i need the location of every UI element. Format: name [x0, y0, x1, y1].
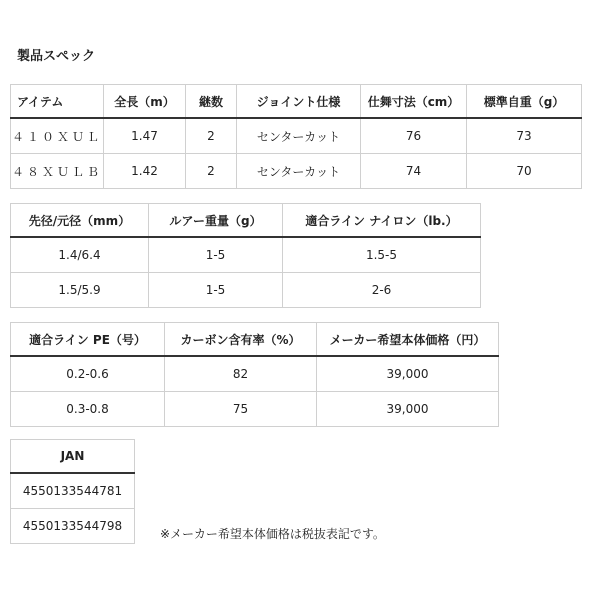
- table-header-row: [11, 323, 499, 357]
- cell-price: 39,000: [317, 356, 499, 392]
- table-header-row: [11, 440, 135, 474]
- cell-pe-line: 0.2-0.6: [11, 356, 165, 392]
- cell-lure-weight: 1-5: [149, 273, 283, 308]
- spec-table-main: [10, 84, 582, 189]
- header-item: アイテム: [11, 85, 104, 119]
- table-row: [11, 118, 582, 154]
- cell-price: 39,000: [317, 392, 499, 427]
- cell-nylon-line: 2-6: [283, 273, 481, 308]
- header-carbon: カーボン含有率（%）: [165, 323, 317, 357]
- cell-tip-butt: 1.5/5.9: [11, 273, 149, 308]
- table-row: [11, 509, 135, 544]
- price-note: ※メーカー希望本体価格は税抜表記です。: [160, 527, 385, 541]
- header-closed-length: 仕舞寸法（cm）: [361, 85, 467, 119]
- table-header-row: [11, 204, 481, 238]
- table-row: [11, 154, 582, 189]
- cell-closed-length: 76: [361, 118, 467, 154]
- table-row: [11, 356, 499, 392]
- cell-joint: センターカット: [237, 118, 361, 154]
- header-weight: 標準自重（g）: [467, 85, 582, 119]
- page-title: 製品スペック: [17, 49, 96, 64]
- spec-table-price: [10, 322, 499, 427]
- cell-joint: センターカット: [237, 154, 361, 189]
- header-lure-weight: ルアー重量（g）: [149, 204, 283, 238]
- header-pieces: 継数: [186, 85, 237, 119]
- table-row: [11, 473, 135, 509]
- spec-table-jan: [10, 439, 135, 544]
- header-tip-butt: 先径/元径（mm）: [11, 204, 149, 238]
- header-joint: ジョイント仕様: [237, 85, 361, 119]
- cell-jan: 4550133544798: [11, 509, 135, 544]
- cell-length: 1.47: [104, 118, 186, 154]
- cell-length: 1.42: [104, 154, 186, 189]
- cell-pe-line: 0.3-0.8: [11, 392, 165, 427]
- table-header-row: [11, 85, 582, 119]
- header-pe-line: 適合ライン PE（号）: [11, 323, 165, 357]
- table-row: [11, 237, 481, 273]
- header-length: 全長（m）: [104, 85, 186, 119]
- cell-model: ４８ＸＵＬＢ: [11, 154, 104, 189]
- cell-closed-length: 74: [361, 154, 467, 189]
- cell-tip-butt: 1.4/6.4: [11, 237, 149, 273]
- cell-carbon: 82: [165, 356, 317, 392]
- table-row: [11, 392, 499, 427]
- cell-nylon-line: 1.5-5: [283, 237, 481, 273]
- cell-carbon: 75: [165, 392, 317, 427]
- cell-weight: 70: [467, 154, 582, 189]
- header-nylon-line: 適合ライン ナイロン（lb.）: [283, 204, 481, 238]
- header-jan: JAN: [11, 440, 135, 474]
- cell-jan: 4550133544781: [11, 473, 135, 509]
- cell-lure-weight: 1-5: [149, 237, 283, 273]
- header-price: メーカー希望本体価格（円）: [317, 323, 499, 357]
- cell-pieces: 2: [186, 118, 237, 154]
- cell-weight: 73: [467, 118, 582, 154]
- spec-table-line: [10, 203, 481, 308]
- cell-model: ４１０ＸＵＬ: [11, 118, 104, 154]
- table-row: [11, 273, 481, 308]
- cell-pieces: 2: [186, 154, 237, 189]
